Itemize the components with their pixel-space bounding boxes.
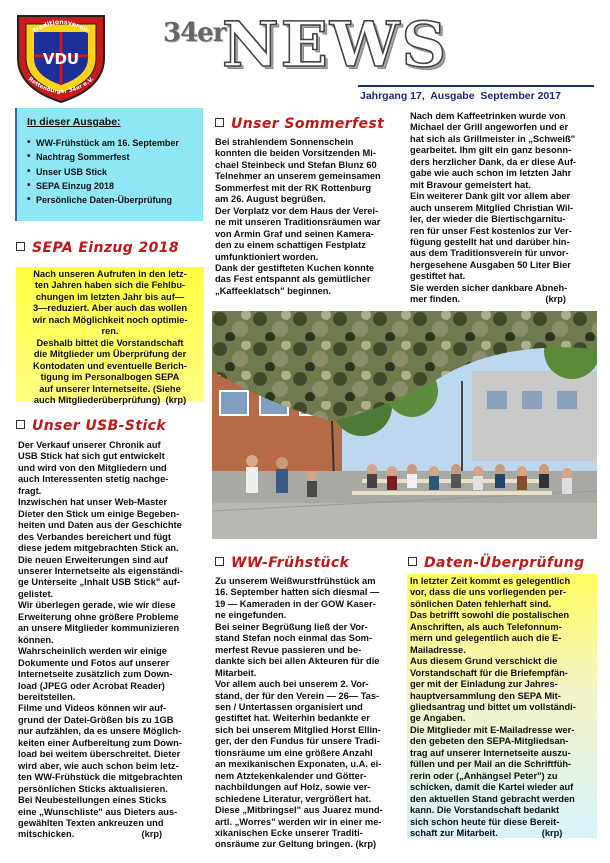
text-line: onsräume zur Geltung bringen. (krp) — [215, 839, 377, 850]
text-line: ger, der den Fundus für unsere Tradi- — [215, 736, 380, 747]
text-line: ne mit unseren Traditionsräumen war — [215, 217, 381, 228]
text-line: an unsere Mitglieder kommunizieren — [18, 623, 180, 634]
text-line: Bei seiner Begrüßung ließ der Vor- — [215, 621, 368, 632]
ww-heading: WW-Frühstück — [215, 555, 349, 571]
text-line: den aktuellen Stand gebracht werden — [410, 793, 575, 804]
text-line: Anschriften, als auch Telefonnum- — [410, 621, 562, 632]
text-line: sich bei unserem Mitglied Horst Ellin- — [215, 724, 381, 735]
text-line: mitschicken. (krp) — [18, 829, 163, 840]
text-line: Mitarbeit. — [215, 667, 257, 678]
text-line: tionsräume um eine größere Anzahl — [215, 747, 373, 758]
text-line: Inzwischen hat unser Web-Master — [18, 497, 168, 508]
text-line: grund der Datei-Größen bis zu 1GB — [18, 714, 174, 725]
text-line: Der Verkauf unserer Chronik auf — [18, 440, 161, 450]
text-line: mit Bravour gemeistert hat. — [410, 179, 531, 190]
text-line: In letzter Zeit kommt es gelegentlich — [410, 576, 571, 586]
sommerfest-continued-body — [410, 111, 600, 306]
text-line: unserer Internetseite als eigenständi- — [18, 565, 183, 576]
text-line: von Armin Graf und seinen Kamera- — [215, 228, 374, 239]
daten-heading: Daten-Überprüfung — [408, 555, 585, 571]
text-line: Bei strahlendem Sonnenschein — [215, 137, 354, 147]
text-line: Mailadresse. — [410, 644, 466, 655]
text-line: ge Angaben. — [410, 713, 466, 724]
text-line: dankte sich bei allen Akteuren für die — [215, 656, 380, 667]
text-line: nem Atztekenkalender und Götter- — [215, 770, 367, 781]
text-line: chungen im letzten Jahr bis auf— — [35, 291, 185, 302]
usb-body — [18, 440, 208, 841]
masthead-number: 34er — [163, 18, 226, 48]
text-line: gelistet. — [18, 588, 54, 599]
toc-item: • Unser USB Stick — [27, 167, 193, 177]
text-line: diese jedem mitgebrachten Stick an. — [18, 543, 179, 554]
text-line: load bei weitem überschreitet. Dieter — [18, 749, 181, 760]
club-logo — [12, 8, 110, 104]
text-line: stand, der für den Verein — 26— Tas- — [215, 690, 380, 701]
text-line: wird aber, wie auch schon beim letz- — [18, 760, 179, 771]
square-bullet-icon — [16, 420, 25, 429]
masthead-rule — [358, 85, 594, 87]
text-line: keiten einer Aufbereitung zum Down- — [18, 737, 182, 748]
text-line: nur aufzählen, da es unsere Möglich- — [18, 726, 182, 737]
text-line: Das betrifft sowohl die postalischen — [410, 610, 570, 621]
text-line: an mexikanischen Exponaten, u.A. ei- — [215, 759, 382, 770]
text-line: nachbildungen auf Holz, sowie ver- — [215, 782, 371, 793]
text-line: xikanischen Ecke unserer Traditi- — [215, 827, 363, 838]
sommerfest-heading: Unser Sommerfest — [215, 116, 384, 132]
text-line: können. — [18, 634, 54, 645]
logo-initials: VDU — [42, 50, 80, 68]
text-line: hauptversammlung den SEPA Mit- — [410, 690, 561, 701]
text-line: Zu unserem Weißwurstfrühstück am — [215, 576, 376, 586]
text-line: Kontodaten und eventuelle Berich- — [33, 360, 187, 371]
text-line: füllen und per Mail an die Schriftfüh- — [410, 759, 572, 770]
square-bullet-icon — [408, 557, 417, 566]
text-line: das Fest entspannt als gemütlicher — [215, 274, 371, 285]
text-line: Diese „Mitbringsel" aus Juarez mund- — [215, 805, 383, 816]
text-line: auch Mitgliederüberprüfung) (krp) — [33, 394, 187, 405]
text-line: stand Stefan noch einmal das Som- — [215, 633, 373, 644]
text-line: 19 — Kameraden in der GOW Kaser- — [215, 598, 376, 609]
text-line: mer finden. (krp) — [410, 294, 567, 305]
text-line: gestiftet hat. — [410, 271, 466, 282]
text-line: mern und gelegentlich auch die E- — [410, 633, 562, 644]
text-line: konnten die beiden Vorsitzenden Mi- — [215, 148, 376, 159]
text-line: ler, der wieder die Biertischgarnitu- — [410, 214, 566, 225]
text-line: 3—reduziert. Aber auch das wollen — [32, 303, 188, 314]
text-line: Wir überlegen gerade, wie wir diese — [18, 600, 176, 611]
text-line: „Kaffeeklatsch" beginnen. — [215, 285, 331, 296]
text-line: umfunktioniert worden. — [215, 251, 319, 262]
square-bullet-icon — [215, 557, 224, 566]
text-line: Filme und Videos können wir auf- — [18, 703, 167, 714]
text-line: schiedene Literatur, vergrößert hat. — [215, 793, 372, 804]
text-line: schicken, damit die Kartei wieder auf — [410, 782, 574, 793]
text-line: Erweiterung ohne größere Probleme — [18, 611, 179, 622]
text-line: ders herzlicher Dank, da er diese Auf- — [410, 156, 577, 167]
text-line: ren für unser Fest kostenlos zur Ver- — [410, 225, 572, 236]
text-line: Sie werden sicher dankbare Abneh- — [410, 282, 568, 293]
text-line: Wahrscheinlich werden wir einige — [18, 646, 167, 657]
issue-line: Jahrgang 17, Ausgabe September 2017 — [360, 90, 561, 102]
text-line: Sommerfest mit der RK Rottenburg — [215, 182, 371, 193]
toc-list — [27, 138, 193, 205]
text-line: sen / Untertassen organisiert und — [215, 701, 363, 712]
text-line: am 26. August begrüßen. — [215, 194, 326, 205]
text-line: ne eingefunden. — [215, 610, 287, 621]
logo-bottom-text: Rottenburger 34er e.V. — [26, 76, 96, 96]
text-line: Die neuen Erweiterungen sind auf — [18, 554, 168, 565]
text-line: auf unserer Internetseite. (Siehe — [39, 383, 181, 394]
text-line: wir nach Möglichkeit noch optimie- — [32, 314, 188, 325]
toc-item: • Persönliche Daten-Überprüfung — [27, 195, 193, 205]
text-line: Michael der Grill angeworfen und er — [410, 122, 569, 133]
text-line: Dieter den Stick um einige Begeben- — [18, 508, 180, 519]
sommerfest-photo — [212, 311, 597, 539]
daten-body — [410, 576, 598, 839]
text-line: tigung im Personalbogen SEPA — [40, 372, 180, 383]
text-line: ten WW-Frühstück die mitgebrachten — [18, 772, 183, 783]
sepa-heading: SEPA Einzug 2018 — [16, 240, 179, 256]
text-line: fragt. — [18, 485, 42, 496]
text-line: Internetseite zusätzlich zum Down- — [18, 669, 173, 680]
text-line: des Verbandes bereichert und fügt — [18, 531, 171, 542]
text-line: bereitstellen. — [18, 691, 76, 702]
text-line: hat sich als Grillmeister in „Schweiß" — [410, 133, 576, 144]
text-line: merfest Revue passieren und be- — [215, 644, 362, 655]
text-line: gearbeitet. Ihm gilt ein ganz besonn- — [410, 145, 572, 156]
toc-box — [15, 108, 203, 221]
text-line: Vor allem auch bei unserem 2. Vor- — [215, 679, 369, 690]
text-line: Dokumente und Fotos auf unserer — [18, 657, 170, 668]
text-line: Deshalb bittet die Vorstandschaft — [36, 337, 184, 348]
text-line: persönlichen Sticks aktualisieren. — [18, 783, 168, 794]
text-line: Nach dem Kaffeetrinken wurde von — [410, 111, 566, 121]
text-line: Vorstandschaft für die Briefempfän- — [410, 667, 568, 678]
text-line: ge Unterseite „Inhalt USB Stick" auf- — [18, 577, 180, 588]
text-line: auch Interessenten stetig nachge- — [18, 474, 169, 485]
text-line: Die Mitglieder mit E-Mailadresse wer- — [410, 724, 575, 735]
square-bullet-icon — [16, 242, 25, 251]
text-line: USB Stick hat sich gut entwickelt — [18, 451, 165, 462]
text-line: vor, dass die uns vorliegenden per- — [410, 587, 567, 598]
text-line: chael Steinbeck und Stefan Blunz 60 — [215, 159, 377, 170]
text-line: ger mit der Einladung zur Jahres- — [410, 679, 558, 690]
text-line: eine „Wunschliste" aus Dieters aus- — [18, 806, 178, 817]
toc-title: In dieser Ausgabe: — [27, 116, 121, 128]
toc-item: • SEPA Einzug 2018 — [27, 181, 193, 191]
text-line: sich schon heute für diese Bereit- — [410, 816, 560, 827]
square-bullet-icon — [215, 118, 224, 127]
text-line: load (JPEG oder Acrobat Reader) — [18, 680, 165, 691]
toc-item: • Nachtrag Sommerfest — [27, 152, 193, 162]
text-line: Dank der gestifteten Kuchen konnte — [215, 262, 375, 273]
text-line: hergesehene Ausgaben 50 Liter Bier — [410, 259, 571, 270]
text-line: sönlichen Daten fehlerhaft sind. — [410, 598, 552, 609]
sommerfest-body — [215, 137, 405, 297]
sepa-body — [16, 267, 204, 405]
toc-item: • WW-Frühstück am 16. September — [27, 138, 193, 148]
text-line: den zu einem schattigen Festplatz — [215, 240, 366, 251]
usb-heading: Unser USB-Stick — [16, 418, 166, 434]
text-line: gabe wie auch schon im letzten Jahr — [410, 168, 572, 179]
logo-top-text: Traditionsverein — [31, 18, 91, 36]
text-line: die Mitglieder um Überprüfung der — [33, 349, 187, 360]
masthead-title: NEWS — [222, 8, 449, 81]
text-line: aus dem Traditionsverein für unvor- — [410, 248, 569, 259]
text-line: gewählten Texten ankreuzen und — [18, 817, 164, 828]
text-line: trag auf unserer Internetseite auszu- — [410, 747, 571, 758]
text-line: heiten und Daten aus der Geschichte — [18, 520, 182, 531]
text-line: und wird von den Mitgliedern und — [18, 462, 167, 473]
text-line: Telnehmer an unserem gemeinsamen — [215, 171, 381, 182]
text-line: Bei Neubestellungen eines Sticks — [18, 795, 167, 806]
text-line: 16. September hatten sich diesmal — — [215, 587, 380, 598]
text-line: rerin oder („Anhängsel Peter") zu — [410, 770, 558, 781]
text-line: auch unserem Mitglied Christian Wil- — [410, 202, 574, 213]
text-line: ten Jahren haben sich die Fehlbu- — [34, 280, 186, 291]
text-line: gestiftet hat. Weiterhin bedankte er — [215, 713, 370, 724]
text-line: ren. — [101, 326, 119, 337]
text-line: Der Vorplatz vor dem Haus der Verei- — [215, 205, 379, 216]
text-line: Ein weiterer Dank gilt vor allem aber — [410, 191, 571, 202]
text-line: Aus diesem Grund verschickt die — [410, 656, 558, 667]
text-line: fügung gestellt hat und darüber hin- — [410, 236, 570, 247]
text-line: gliedsantrag und bittet um vollständi- — [410, 701, 576, 712]
text-line: kann. Die Vorstandschaft bedankt — [410, 805, 560, 816]
ww-body — [215, 576, 407, 851]
text-line: Nach unseren Aufrufen in den letz- — [33, 269, 187, 279]
text-line: den gebeten den SEPA-Mitgliedsan- — [410, 736, 569, 747]
text-line: schaft zur Mitarbeit. (krp) — [410, 827, 563, 838]
text-line: artl. „Worres" werden wir in einer me- — [215, 816, 382, 827]
